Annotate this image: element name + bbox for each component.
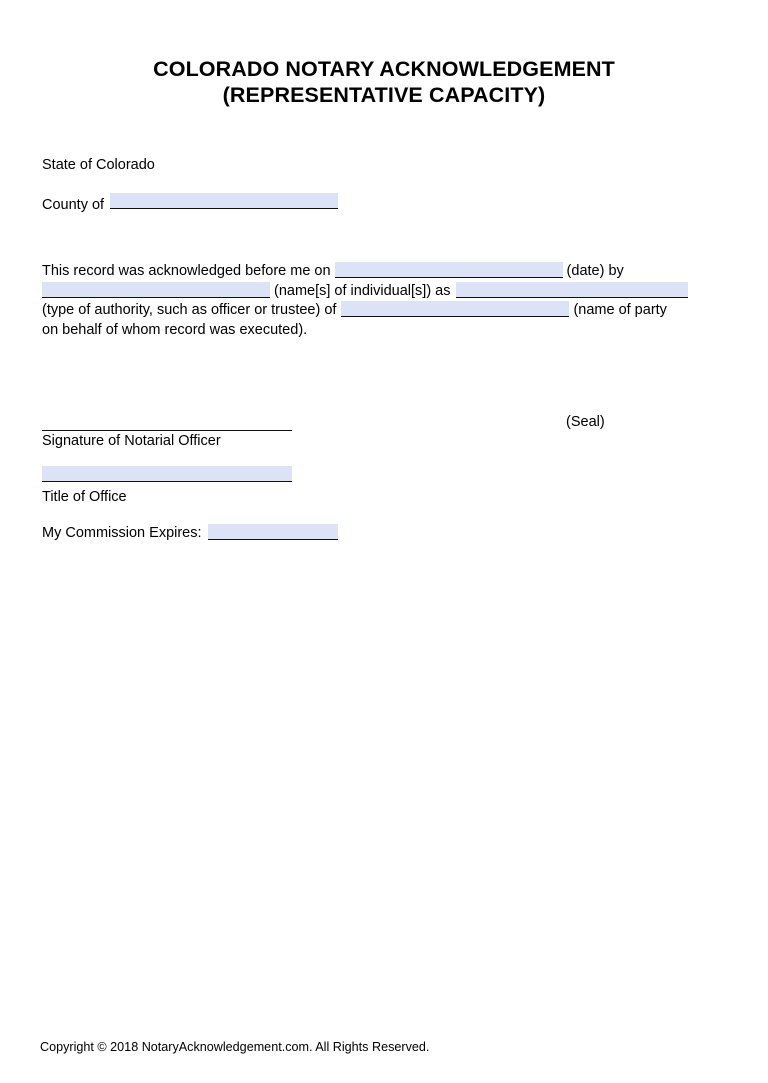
commission-expires-line <box>42 524 338 542</box>
acknowledgement-line-1-prefix: This record was acknowledged before me on <box>42 263 331 279</box>
seal-label: (Seal) <box>566 414 605 430</box>
acknowledgement-line-1-suffix: (date) by <box>566 263 624 279</box>
acknowledgement-paragraph <box>42 262 718 340</box>
copyright-footer: Copyright © 2018 NotaryAcknowledgement.com. All Rights Reserved. <box>40 1040 430 1054</box>
state-of-colorado-label: State of Colorado <box>42 157 155 173</box>
commission-expires-input[interactable] <box>208 524 338 540</box>
page-title <box>0 56 768 108</box>
notary-signature-input[interactable] <box>42 416 292 431</box>
notary-signature-caption: Signature of Notarial Officer <box>42 433 221 449</box>
commission-expires-label: My Commission Expires: <box>42 525 202 541</box>
individual-names-input[interactable] <box>42 282 270 298</box>
authority-type-input[interactable] <box>456 282 688 298</box>
county-line <box>42 193 338 214</box>
acknowledgement-line-1 <box>42 262 718 282</box>
title-line-primary: COLORADO NOTARY ACKNOWLEDGEMENT <box>153 57 615 81</box>
title-of-office-input[interactable] <box>42 466 292 482</box>
acknowledgement-line-3-suffix: (name of party <box>573 302 667 319</box>
title-of-office-caption: Title of Office <box>42 489 127 505</box>
acknowledgement-line-4: on behalf of whom record was executed). <box>42 321 308 338</box>
date-input[interactable] <box>335 262 563 278</box>
acknowledgement-line-2-mid: (name[s] of individual[s]) as <box>274 282 451 299</box>
county-input[interactable] <box>110 193 338 209</box>
county-label: County of <box>42 197 105 213</box>
acknowledgement-line-3 <box>42 301 718 321</box>
acknowledgement-line-2 <box>42 282 718 302</box>
party-name-input[interactable] <box>341 301 569 317</box>
title-line-secondary: (REPRESENTATIVE CAPACITY) <box>222 83 546 107</box>
acknowledgement-line-3-prefix: (type of authority, such as officer or trustee) of <box>42 302 337 319</box>
